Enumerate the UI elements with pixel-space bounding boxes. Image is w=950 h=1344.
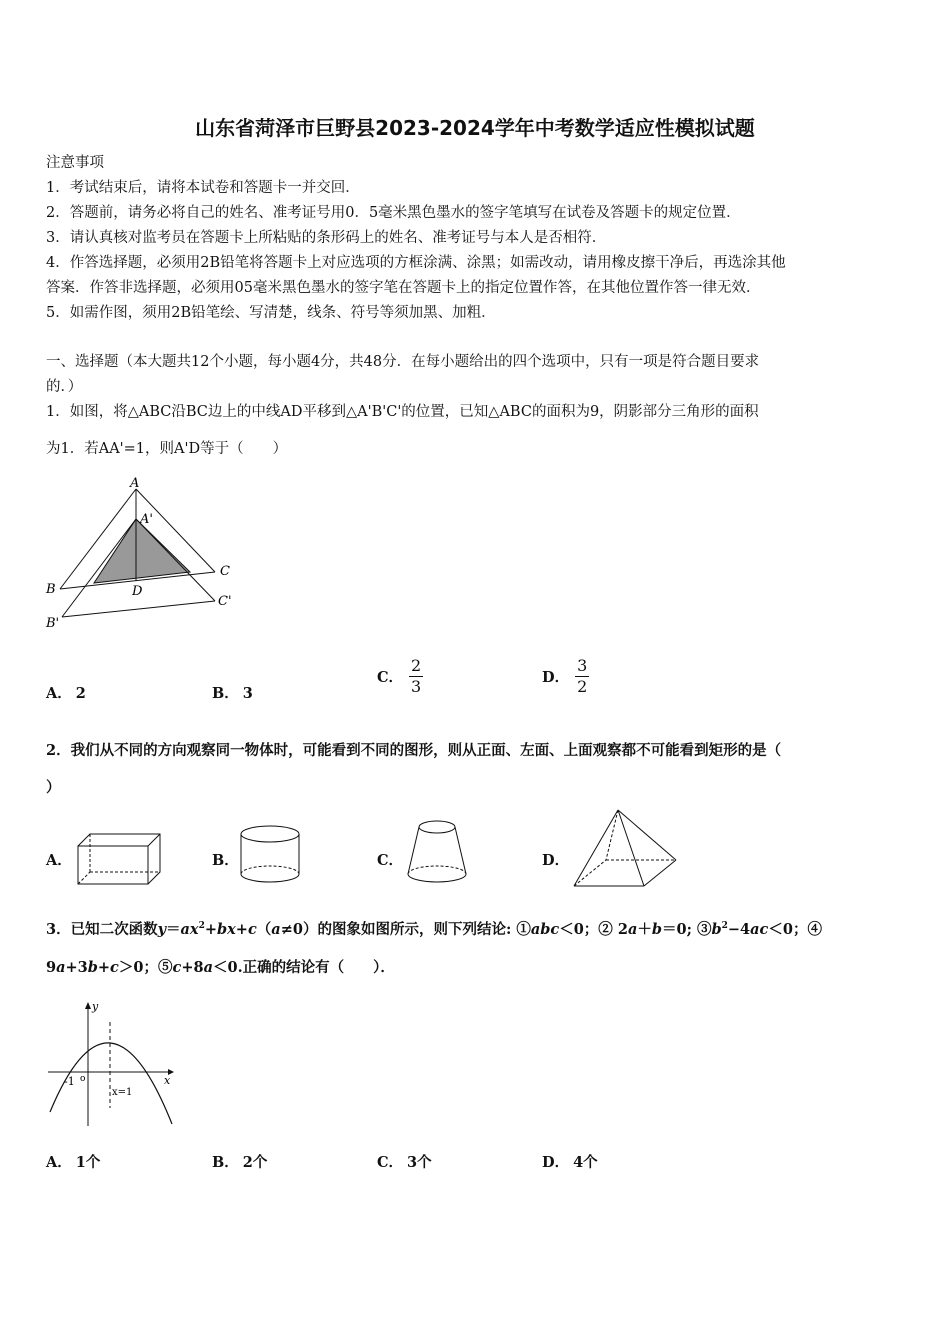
label-A: A	[130, 476, 140, 491]
graph-x-label: x	[164, 1074, 171, 1087]
notice-item-5: 5．如需作图，须用2B铅笔绘、写清楚，线条、符号等须加黑、加粗．	[46, 305, 496, 321]
q2-option-a-label[interactable]: A．	[46, 852, 72, 869]
q3-stem: 3．已知二次函数$y=ax^2+bx+c(a\ne 0)$的图象如图所示，则下列结论: ①abc＜0；② 2a＋b＝0; $③b^2-4ac<0$；④	[46, 921, 822, 938]
q3-option-b[interactable]: B． 2个	[212, 1154, 268, 1171]
notice-heading: 注意事项	[46, 155, 104, 171]
q1-stem-cont: 为1．若AA'=1，则A'D等于（ ）	[46, 441, 288, 457]
label-B-prime: B'	[46, 616, 60, 631]
notice-item-4-cont: 答案．作答非选择题，必须用05毫米黑色墨水的签字笔在答题卡上的指定位置作答，在其他位置作答一律无效．	[46, 280, 761, 296]
label-C: C	[220, 564, 230, 579]
q3-option-c[interactable]: C． 3个	[377, 1154, 432, 1171]
notice-item-2: 2．答题前，请务必将自己的姓名、准考证号用0．5毫米黑色墨水的签字笔填写在试卷及答题卡的规定位置．	[46, 205, 741, 221]
shaded-triangle	[94, 519, 190, 583]
label-B: B	[46, 582, 56, 597]
q3-option-a[interactable]: A． 1个	[46, 1154, 101, 1171]
q2-option-d-label[interactable]: D．	[542, 852, 570, 869]
graph-neg1-label: -1	[64, 1075, 75, 1088]
q1-stem: 1．如图，将△ABC沿BC边上的中线AD平移到△A'B'C'的位置，已知△ABC的面积为9，阴影部分三角形的面积	[46, 404, 759, 420]
label-C-prime: C'	[218, 594, 232, 609]
notice-item-1: 1．考试结束后，请将本试卷和答题卡一并交回．	[46, 180, 360, 196]
notice-item-3: 3．请认真核对监考员在答题卡上所粘贴的条形码上的姓名、准考证号与本人是否相符．	[46, 230, 607, 246]
q1-option-d[interactable]: D． $\frac{3}{2}$	[542, 656, 588, 696]
graph-axis-label: x=1	[112, 1087, 133, 1098]
frustum-figure[interactable]	[402, 816, 472, 888]
q2-stem-cont: ）	[46, 779, 61, 796]
section-heading: 一、选择题（本大题共12个小题，每小题4分，共48分．在每小题给出的四个选项中，只有一项是符合题目要求	[46, 354, 760, 370]
cylinder-figure[interactable]	[236, 822, 308, 888]
pyramid-figure[interactable]	[570, 806, 682, 890]
q3-stem-cont: 9a+3b+c＞0；⑤c+8a＜0.正确的结论有（ ）．	[46, 959, 395, 976]
graph-y-label: y	[92, 1000, 99, 1013]
q2-option-b-label[interactable]: B．	[212, 852, 239, 869]
parabola-graph	[44, 998, 184, 1132]
q1-option-b[interactable]: B． 3	[212, 685, 253, 702]
q1-option-c[interactable]: C． $\frac{2}{3}$	[377, 656, 422, 696]
label-A-prime: A'	[140, 512, 153, 527]
q1-option-a[interactable]: A． 2	[46, 685, 86, 702]
graph-origin-label: o	[80, 1074, 86, 1084]
q3-option-d[interactable]: D． 4个	[542, 1154, 598, 1171]
q1-figure	[40, 475, 250, 635]
notice-item-4: 4．作答选择题，必须用2B铅笔将答题卡上对应选项的方框涂满、涂黑；如需改动，请用橡皮擦干净后，再选涂其他	[46, 255, 786, 271]
page-title: 山东省菏泽市巨野县2023-2024学年中考数学适应性模拟试题	[195, 116, 755, 140]
section-heading-cont: 的．）	[46, 379, 83, 395]
label-D: D	[132, 584, 143, 599]
q2-stem: 2．我们从不同的方向观察同一物体时，可能看到不同的图形，则从正面、左面、上面观察都不可能看到矩形的是（	[46, 742, 782, 759]
cuboid-figure[interactable]	[72, 828, 168, 890]
q2-option-c-label[interactable]: C．	[377, 852, 404, 869]
